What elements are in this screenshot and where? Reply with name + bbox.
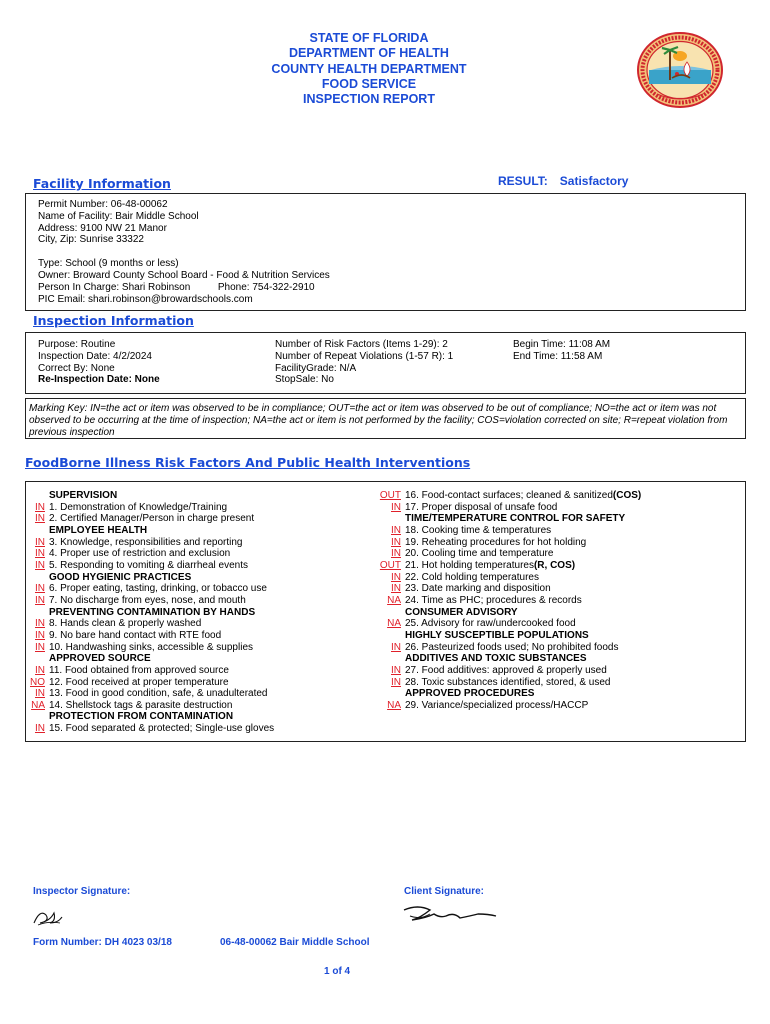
correct-by: Correct By: None — [38, 362, 115, 374]
item-text: 26. Pasteurized foods used; No prohibited foods — [405, 641, 619, 653]
report-header — [230, 31, 508, 107]
item-status: IN — [391, 641, 401, 653]
item-text: 9. No bare hand contact with RTE food — [49, 629, 222, 641]
item-status: IN — [35, 513, 45, 525]
item-status: NA — [387, 618, 401, 630]
facility-info-box — [25, 193, 746, 311]
facility-name: Name of Facility: Bair Middle School — [38, 210, 199, 222]
item-status: IN — [35, 536, 45, 548]
inspection-item — [20, 618, 370, 630]
item-text: 8. Hands clean & properly washed — [49, 618, 202, 630]
foodborne-items-box — [25, 481, 746, 742]
inspection-item — [20, 688, 370, 700]
item-category-heading: PREVENTING CONTAMINATION BY HANDS — [49, 606, 256, 618]
item-text: 23. Date marking and disposition — [405, 583, 551, 595]
footer-permit-facility: 06-48-00062 Bair Middle School — [220, 937, 370, 948]
inspection-item — [20, 513, 370, 525]
inspection-column-counts — [275, 339, 495, 386]
marking-key: Marking Key: IN=the act or item was observed to be in compliance; OUT=the act or item was observed to be out of compliance; NO=the act or item was not observed to be occurring at the time of inspection; NA=the act or item is not performed by the facility; COS=violation corrected on site; R=repeat violation from previous inspection — [25, 398, 746, 439]
inspection-item — [20, 595, 370, 607]
item-category-heading: APPROVED SOURCE — [49, 653, 151, 665]
item-status: IN — [35, 618, 45, 630]
item-category-heading: SUPERVISION — [49, 490, 118, 501]
item-status: IN — [35, 583, 45, 595]
item-text: 28. Toxic substances identified, stored, & used — [405, 676, 611, 688]
inspection-purpose: Purpose: Routine — [38, 339, 116, 350]
item-status: IN — [35, 688, 45, 700]
item-status: IN — [35, 723, 45, 735]
header-line: FOOD SERVICE — [321, 76, 417, 91]
stop-sale: StopSale: No — [275, 374, 334, 386]
header-line: STATE OF FLORIDA — [309, 31, 429, 45]
item-category-heading: TIME/TEMPERATURE CONTROL FOR SAFETY — [405, 513, 626, 525]
risk-factor-count: Number of Risk Factors (Items 1-29): 2 — [275, 339, 448, 350]
item-status: IN — [35, 641, 45, 653]
pic-phone: Phone: 754-322-2910 — [217, 281, 315, 293]
item-text: 20. Cooling time and temperature — [405, 548, 554, 560]
item-status: IN — [391, 676, 401, 688]
item-status: IN — [391, 571, 401, 583]
inspection-item — [376, 583, 746, 595]
inspection-item — [376, 502, 746, 514]
inspection-item — [20, 665, 370, 677]
item-status: NO — [30, 676, 45, 688]
item-category-heading: CONSUMER ADVISORY — [405, 606, 518, 618]
inspection-item — [20, 700, 370, 712]
foodborne-right-list — [376, 490, 746, 711]
item-text: 10. Handwashing sinks, accessible & supplies — [49, 641, 253, 653]
inspection-item — [376, 595, 746, 607]
header-line: DEPARTMENT OF HEALTH — [289, 46, 449, 61]
item-status: IN — [391, 501, 401, 513]
foodborne-title: FoodBorne Illness Risk Factors And Public Health Interventions — [25, 455, 471, 470]
item-status: IN — [391, 583, 401, 595]
inspection-date: Inspection Date: 4/2/2024 — [38, 350, 152, 362]
item-status: OUT — [379, 559, 401, 571]
item-category-heading: ADDITIVES AND TOXIC SUBSTANCES — [405, 653, 587, 665]
item-status: IN — [35, 559, 45, 571]
item-text: 19. Reheating procedures for hot holding — [405, 536, 587, 548]
foodborne-left-list — [20, 490, 370, 735]
facility-type: Type: School (9 months or less) — [38, 258, 179, 270]
facility-grade: FacilityGrade: N/A — [275, 362, 357, 374]
item-category-heading: APPROVED PROCEDURES — [405, 688, 535, 700]
item-status: IN — [35, 664, 45, 676]
item-text: 27. Food additives: approved & properly used — [405, 664, 607, 676]
inspection-item — [20, 502, 370, 514]
item-category-heading: EMPLOYEE HEALTH — [49, 524, 148, 536]
item-text: 22. Cold holding temperatures — [405, 571, 539, 583]
item-correction-note: (R, COS) — [533, 559, 576, 571]
item-category-heading: PROTECTION FROM CONTAMINATION — [49, 711, 234, 723]
inspection-item — [376, 642, 746, 654]
inspection-item — [376, 572, 746, 584]
item-text: 2. Certified Manager/Person in charge present — [49, 513, 255, 525]
inspection-item — [376, 618, 746, 630]
item-text: 24. Time as PHC; procedures & records — [405, 594, 582, 606]
facility-owner: Owner: Broward County School Board - Food & Nutrition Services — [38, 269, 330, 281]
item-text: 11. Food obtained from approved source — [49, 664, 229, 676]
result-label: RESULT: — [498, 174, 548, 188]
form-number: Form Number: DH 4023 03/18 — [33, 937, 172, 948]
result-value: Satisfactory — [559, 174, 629, 188]
facility-city-zip: City, Zip: Sunrise 33322 — [38, 234, 144, 246]
inspection-item — [20, 642, 370, 654]
inspection-item — [20, 560, 370, 572]
item-text: 15. Food separated & protected; Single-use gloves — [49, 723, 275, 735]
client-signature-label: Client Signature: — [404, 886, 485, 897]
item-status: NA — [387, 594, 401, 606]
repeat-violation-count: Number of Repeat Violations (1-57 R): 1 — [275, 350, 454, 362]
inspection-item — [20, 537, 370, 549]
item-text: 13. Food in good condition, safe, & unadulterated — [49, 688, 268, 700]
inspection-column-times — [513, 339, 733, 363]
item-text: 7. No discharge from eyes, nose, and mouth — [49, 594, 246, 606]
end-time: End Time: 11:58 AM — [513, 350, 603, 362]
inspection-item — [376, 537, 746, 549]
florida-state-seal-icon — [637, 32, 723, 108]
inspection-item — [20, 723, 370, 735]
item-status: OUT — [379, 490, 401, 501]
item-text: 25. Advisory for raw/undercooked food — [405, 618, 576, 630]
page-number: 1 of 4 — [324, 966, 351, 977]
item-status: IN — [391, 664, 401, 676]
inspection-item — [376, 490, 746, 502]
inspection-result — [498, 174, 640, 188]
inspection-item — [20, 677, 370, 689]
item-text: 3. Knowledge, responsibilities and reporting — [49, 536, 243, 548]
inspection-item — [20, 630, 370, 642]
header-line: COUNTY HEALTH DEPARTMENT — [271, 61, 467, 76]
inspection-item — [20, 583, 370, 595]
item-text: 12. Food received at proper temperature — [49, 676, 229, 688]
item-status: IN — [391, 524, 401, 536]
inspection-item — [20, 548, 370, 560]
permit-number: Permit Number: 06-48-00062 — [38, 199, 168, 210]
item-text: 5. Responding to vomiting & diarrheal events — [49, 559, 249, 571]
person-in-charge: Person In Charge: Shari Robinson — [38, 281, 191, 293]
header-line: INSPECTION REPORT — [303, 92, 435, 107]
inspector-signature-icon — [30, 903, 66, 931]
item-category-heading: GOOD HYGIENIC PRACTICES — [49, 571, 192, 583]
facility-address: Address: 9100 NW 21 Manor — [38, 222, 167, 234]
inspection-information-title: Inspection Information — [33, 313, 194, 328]
item-status: NA — [387, 699, 401, 711]
inspection-info-box — [25, 332, 746, 394]
item-status: IN — [35, 629, 45, 641]
inspection-column-dates — [38, 339, 268, 386]
item-status: IN — [35, 501, 45, 513]
inspector-signature-label: Inspector Signature: — [33, 886, 131, 897]
item-category-heading: HIGHLY SUSCEPTIBLE POPULATIONS — [405, 629, 589, 641]
inspection-item — [376, 677, 746, 689]
item-status: IN — [391, 548, 401, 560]
item-text: 17. Proper disposal of unsafe food — [405, 501, 558, 513]
pic-email: PIC Email: shari.robinson@browardschools.com — [38, 293, 253, 305]
client-signature-icon — [400, 902, 518, 928]
facility-information-title: Facility Information — [33, 176, 171, 191]
inspection-item — [376, 665, 746, 677]
item-text: 29. Variance/specialized process/HACCP — [405, 699, 589, 711]
item-text: 16. Food-contact surfaces; cleaned & sanitized — [405, 490, 613, 501]
item-text: 1. Demonstration of Knowledge/Training — [49, 501, 228, 513]
inspection-item — [376, 548, 746, 560]
item-text: 4. Proper use of restriction and exclusion — [49, 548, 231, 560]
item-status: IN — [35, 548, 45, 560]
inspection-item — [376, 560, 746, 572]
item-text: 14. Shellstock tags & parasite destruction — [49, 699, 233, 711]
item-text: 6. Proper eating, tasting, drinking, or tobacco use — [49, 583, 267, 595]
inspection-item — [376, 525, 746, 537]
item-status: NA — [31, 699, 45, 711]
reinspection-date: Re-Inspection Date: None — [38, 374, 160, 386]
item-text: 18. Cooking time & temperatures — [405, 524, 552, 536]
person-in-charge-row — [38, 282, 733, 294]
item-correction-note: (COS) — [612, 490, 642, 501]
item-status: IN — [35, 594, 45, 606]
item-text: 21. Hot holding temperatures — [405, 559, 534, 571]
begin-time: Begin Time: 11:08 AM — [513, 339, 611, 350]
inspection-item — [376, 700, 746, 712]
item-status: IN — [391, 536, 401, 548]
